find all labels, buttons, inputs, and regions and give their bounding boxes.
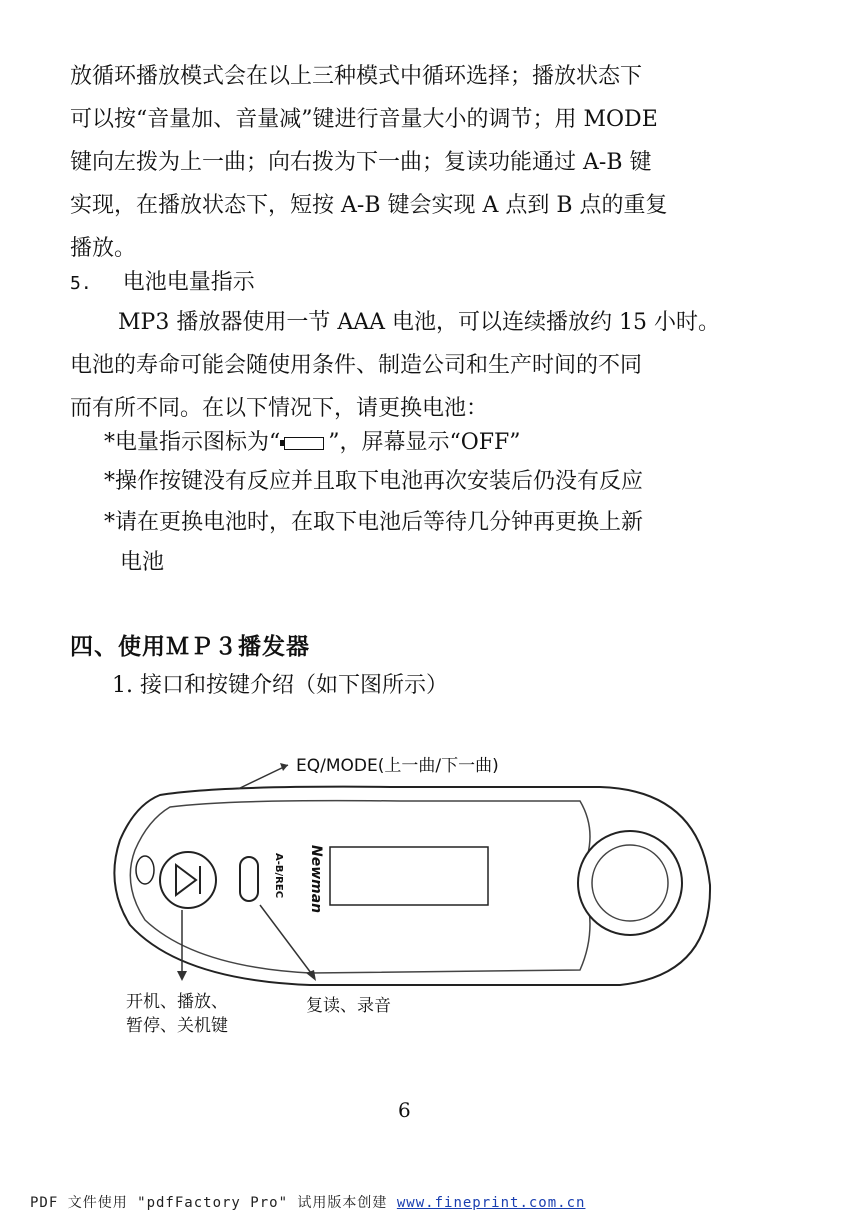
paragraph-line: 可以按“音量加、音量减”键进行音量大小的调节；用 MODE xyxy=(70,107,658,132)
page-number: 6 xyxy=(398,1098,411,1122)
label-repeat-record: 复读、录音 xyxy=(306,996,391,1016)
bullet-item: *请在更换电池时，在取下电池后等待几分钟再更换上新 xyxy=(104,510,644,535)
bullet-item xyxy=(104,428,521,458)
ab-rec-button xyxy=(240,857,258,901)
paragraph-line: 键向左拨为上一曲；向右拨为下一曲；复读功能通过 A-B 键 xyxy=(70,150,652,175)
battery-empty-icon xyxy=(284,437,324,450)
footer-link[interactable]: www.fineprint.com.cn xyxy=(396,1195,586,1211)
paragraph-line: 电池的寿命可能会随使用条件、制造公司和生产时间的不同 xyxy=(70,353,643,378)
footer-text: PDF 文件使用 "pdfFactory Pro" 试用版本创建 xyxy=(30,1195,397,1211)
bullet-text: ”，屏幕显示“OFF” xyxy=(328,430,521,455)
section-heading xyxy=(70,268,255,299)
chapter-heading: 四、使用ＭＰ３播发器 xyxy=(70,634,310,660)
paragraph-line: 放循环播放模式会在以上三种模式中循环选择；播放状态下 xyxy=(70,64,643,89)
paragraph-line: 播放。 xyxy=(70,236,137,261)
bullet-item: *操作按键没有反应并且取下电池再次安装后仍没有反应 xyxy=(104,469,644,494)
ab-rec-button-text: A-B/REC xyxy=(273,853,284,899)
device-left-nub xyxy=(136,856,154,884)
mode-wheel-inner xyxy=(592,845,668,921)
device-diagram xyxy=(100,745,740,1045)
paragraph-line: 实现，在播放状态下，短按 A-B 键会实现 A 点到 B 点的重复 xyxy=(70,193,668,218)
label-power-play-2: 暂停、关机键 xyxy=(126,1016,228,1036)
subheading: 1. 接口和按键介绍（如下图所示） xyxy=(112,673,448,698)
section-number: 5. xyxy=(70,273,92,294)
bullet-text: *电量指示图标为“ xyxy=(104,430,281,455)
paragraph-line: 而有所不同。在以下情况下，请更换电池： xyxy=(70,396,489,421)
label-eq-mode: EQ/MODE(上一曲/下一曲) xyxy=(296,756,499,776)
paragraph-line: MP3 播放器使用一节 AAA 电池，可以连续播放约 15 小时。 xyxy=(118,310,720,335)
label-power-play: 开机、播放、 xyxy=(126,992,228,1012)
section-title: 电池电量指示 xyxy=(122,270,255,295)
pdf-footer xyxy=(30,1192,585,1212)
lcd-screen xyxy=(330,847,488,905)
play-pause-button xyxy=(160,852,216,908)
brand-logo-text: Newman xyxy=(308,845,324,914)
bullet-item-continuation: 电池 xyxy=(120,550,165,575)
